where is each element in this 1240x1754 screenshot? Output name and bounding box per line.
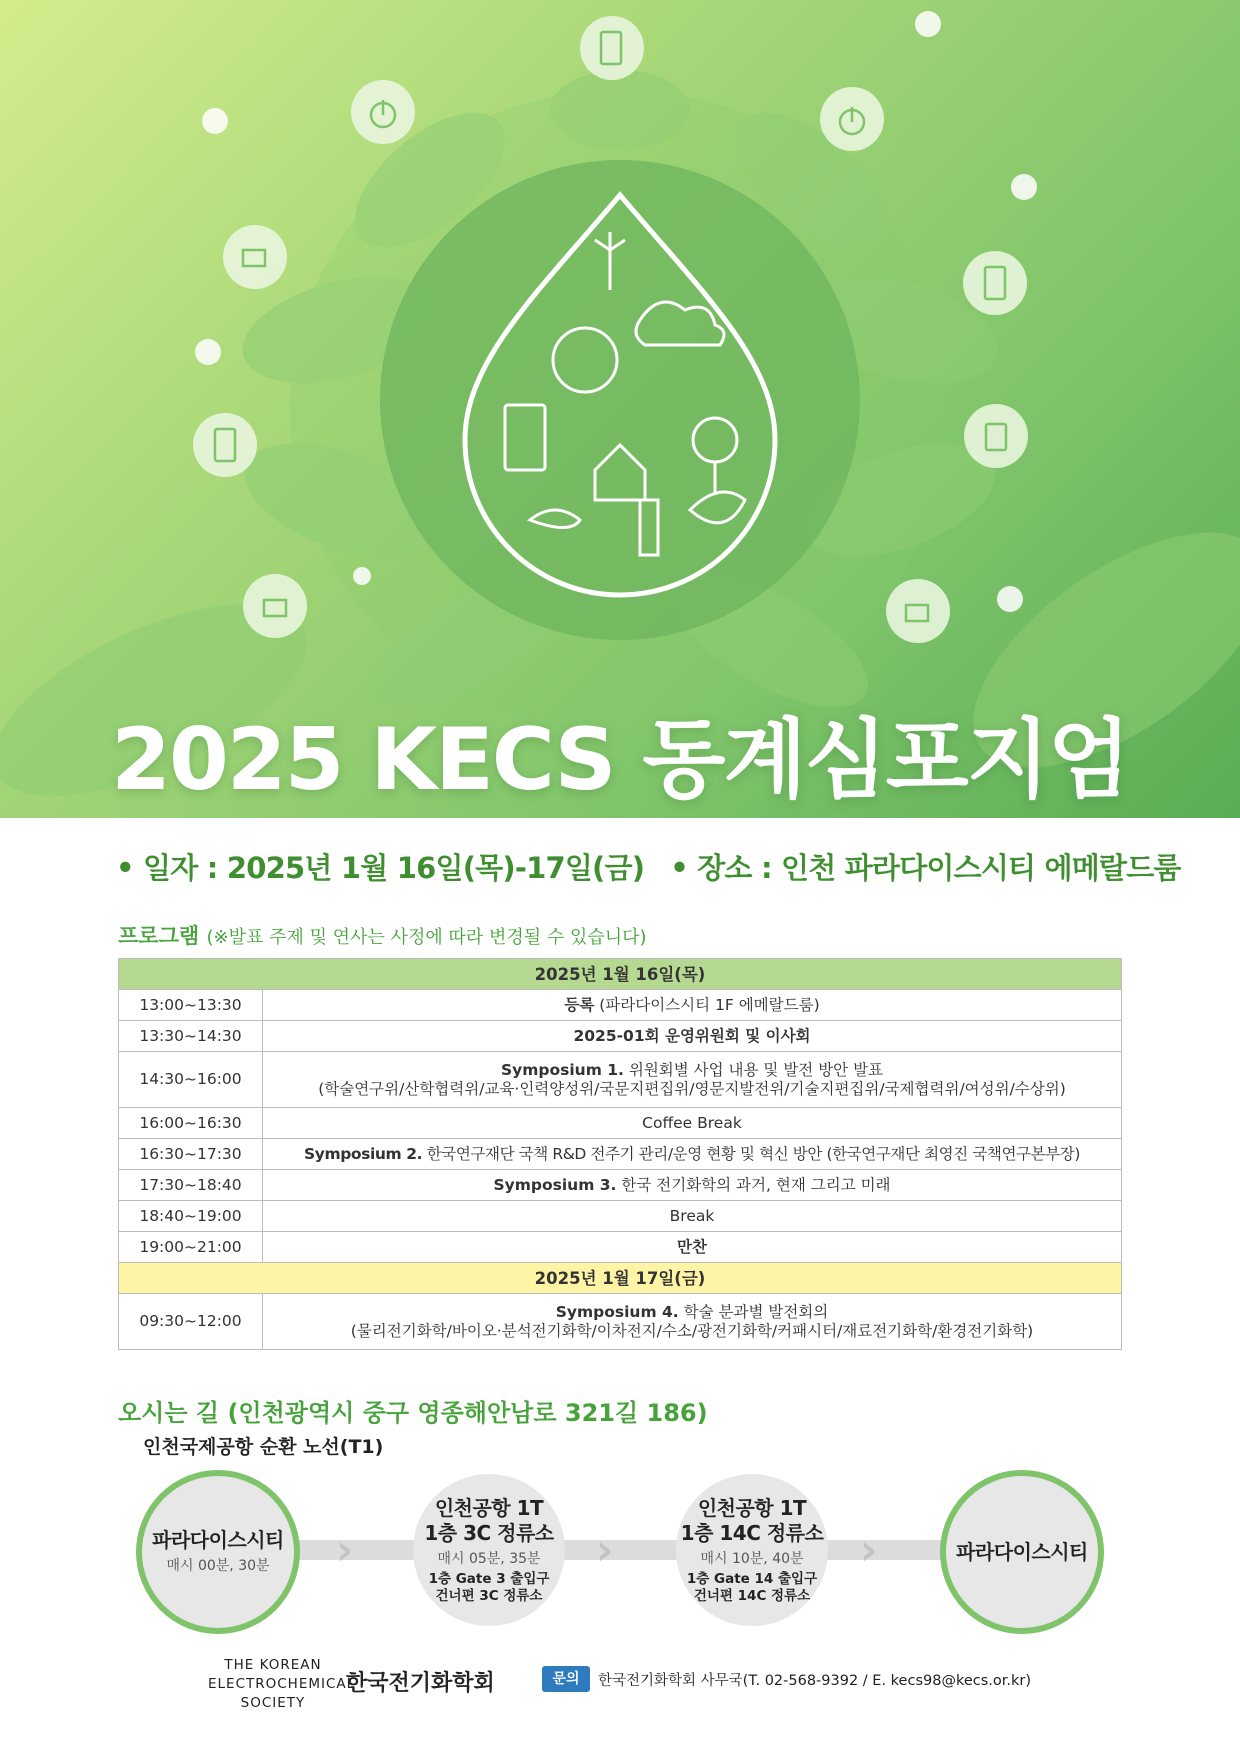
row-time: 09:30~12:00: [119, 1294, 263, 1350]
event-date: • 일자 : 2025년 1월 16일(목)-17일(금): [116, 851, 645, 885]
stop-time: 매시 00분, 30분: [166, 1558, 270, 1574]
stop-airport-3c: [413, 1474, 565, 1626]
stop-name: 파라다이스시티: [152, 1528, 284, 1552]
program-table: [118, 958, 1122, 1350]
hero-banner: [0, 0, 1240, 818]
stop-time: 매시 05분, 35분: [437, 1550, 541, 1567]
contact-badge: 문의: [542, 1666, 590, 1692]
row-time: 13:00~13:30: [119, 990, 263, 1021]
route-subtitle: 인천국제공항 순환 노선(T1): [143, 1436, 384, 1458]
page-title: 2025 KECS 동계심포지엄: [111, 710, 1129, 810]
row-time: 13:30~14:30: [119, 1021, 263, 1052]
row-text: 위원회별 사업 내용 및 발전 방안 발표: [623, 1060, 884, 1079]
row-time: 18:40~19:00: [119, 1201, 263, 1232]
row-text: Break: [669, 1206, 715, 1225]
day2-header: 2025년 1월 17일(금): [119, 1263, 1122, 1294]
row-line2: (학술연구위/산학협력위/교육·인력양성위/국문지편집위/영문지발전위/기술지편집위/국제협력위/여성위/수상위): [318, 1079, 1066, 1098]
stop-name: 인천공항 1T 1층 14C 정류소: [680, 1495, 824, 1545]
row-time: 17:30~18:40: [119, 1170, 263, 1201]
directions-title: 오시는 길 (인천광역시 중구 영종해안남로 321길 186): [118, 1399, 708, 1427]
chevron-right-icon: ›: [860, 1525, 878, 1574]
stop-paradise-city-start: [136, 1470, 300, 1634]
stop-airport-14c: [676, 1474, 828, 1626]
stop-desc: 건너편 14C 정류소: [693, 1587, 811, 1604]
event-venue: • 장소 : 인천 파라다이스시티 에메랄드룸: [670, 851, 1181, 885]
row-bold: Symposium 3.: [493, 1175, 617, 1194]
row-text: (파라다이스시티 1F 에메랄드룸): [594, 995, 820, 1014]
table-row: [119, 1201, 1122, 1232]
society-name: 한국전기화학회: [346, 1671, 495, 1696]
row-content: [263, 1232, 1122, 1263]
row-bold: 만찬: [677, 1237, 707, 1256]
stop-time: 매시 10분, 40분: [700, 1550, 804, 1567]
table-row: [119, 1021, 1122, 1052]
row-content: [263, 1294, 1122, 1350]
table-row: [119, 990, 1122, 1021]
stop-paradise-city-end: [940, 1470, 1104, 1634]
day1-header-row: [119, 959, 1122, 990]
row-bold: Symposium 4.: [555, 1302, 679, 1321]
row-text: Coffee Break: [642, 1113, 742, 1132]
row-time: 16:00~16:30: [119, 1108, 263, 1139]
table-row: [119, 1170, 1122, 1201]
table-row: [119, 1139, 1122, 1170]
stop-name: 파라다이스시티: [956, 1539, 1088, 1564]
row-time: 19:00~21:00: [119, 1232, 263, 1263]
program-heading: [118, 920, 647, 950]
event-info: [116, 846, 1181, 887]
contact-info: 한국전기화학회 사무국(T. 02-568-9392 / E. kecs98@kecs.or.kr): [598, 1673, 1032, 1689]
row-text: 한국연구재단 국책 R&D 전주기 관리/운영 현황 및 혁신 방안 (한국연구재단 최영진 국책연구본부장): [422, 1144, 1080, 1163]
row-content: [263, 1108, 1122, 1139]
row-time: 14:30~16:00: [119, 1052, 263, 1108]
stop-name: 인천공항 1T 1층 3C 정류소: [424, 1495, 554, 1545]
logo-line: SOCIETY: [240, 1695, 306, 1711]
row-bold: Symposium 2.: [304, 1144, 423, 1163]
row-bold: Symposium 1.: [500, 1060, 624, 1079]
logo-line: ELECTROCHEMICAL: [208, 1676, 356, 1692]
row-content: [263, 1170, 1122, 1201]
day1-header: 2025년 1월 16일(목): [119, 959, 1122, 990]
chevron-right-icon: ›: [596, 1525, 614, 1574]
row-time: 16:30~17:30: [119, 1139, 263, 1170]
chevron-right-icon: ›: [336, 1525, 354, 1574]
table-row: [119, 1294, 1122, 1350]
stop-desc: 건너편 3C 정류소: [435, 1587, 543, 1604]
stop-desc: 1층 Gate 14 출입구: [686, 1570, 818, 1587]
row-bold: 2025-01회 운영위원회 및 이사회: [573, 1026, 811, 1045]
row-content: [263, 1139, 1122, 1170]
stop-desc: 1층 Gate 3 출입구: [428, 1570, 550, 1587]
row-content: [263, 990, 1122, 1021]
row-content: [263, 1052, 1122, 1108]
logo-line: THE KOREAN: [224, 1657, 322, 1673]
table-row: [119, 1108, 1122, 1139]
program-title: 프로그램: [118, 924, 200, 948]
society-logo: [208, 1656, 356, 1713]
day2-header-row: [119, 1263, 1122, 1294]
row-line2: (물리전기화학/바이오·분석전기화학/이차전지/수소/광전기화학/커패시터/재료전기화학/환경전기화학): [350, 1321, 1034, 1340]
row-text: 학술 분과별 발전회의: [678, 1302, 829, 1321]
table-row: [119, 1232, 1122, 1263]
table-row: [119, 1052, 1122, 1108]
row-content: [263, 1021, 1122, 1052]
row-content: [263, 1201, 1122, 1232]
row-text: 한국 전기화학의 과거, 현재 그리고 미래: [616, 1175, 891, 1194]
program-note: (※발표 주제 및 연사는 사정에 따라 변경될 수 있습니다): [206, 927, 647, 948]
row-bold: 등록: [564, 995, 595, 1014]
